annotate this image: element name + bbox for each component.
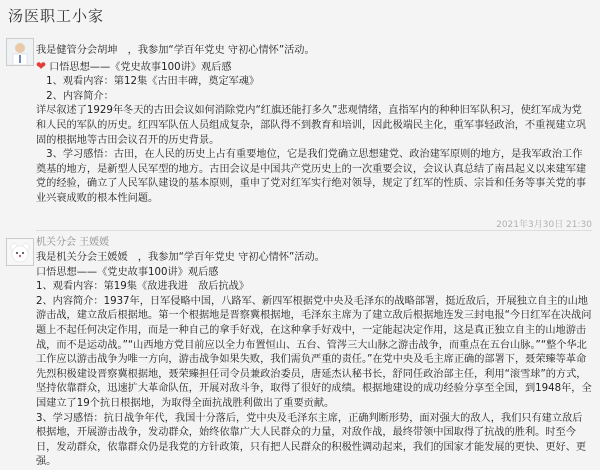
- avatar[interactable]: [6, 238, 34, 266]
- post-text: [36, 44, 592, 207]
- post-line: 1、观看内容：第19集《敌进我进 敌后抗战》: [36, 281, 250, 293]
- post-line: 我是健管分会胡坤 ，我参加“学百年党史 守初心情怀”活动。: [36, 45, 315, 56]
- post-line: 3、学习感悟：古田，在人民的历史上占有重要地位，它是我们党确立思想建党、政治建军原则的地方，是我军政治工作奠基的地方，是新型人民军型的地方。古田会议是中国共产党历史上的一次重要会议，会议认真总结了南昌起义以来建军建党的经验，确立了人民军队建设的基本原则，重申了党对红军实行绝对领导，规定了红军的性质、宗旨和任务等事关党的事业兴衰成败的根本性问题。: [36, 149, 587, 204]
- post-1: [0, 28, 600, 233]
- post-line: 1、观看内容：第12集《古田丰碑，奠定军魂》: [36, 76, 260, 88]
- post-line: 详尽叙述了1929年冬天的古田会议如何消除党内“红旗还能打多久”悲观情绪，直指军内的种种旧军队积习，使红军成为党和人民的军队的历史。红四军队伍人员组成复杂，部队得不到教育和培训，因此极端民主化，重军事轻政治，不重视建立巩固的根据地等古田会议召开的历史背景。: [36, 105, 587, 146]
- app-title: 汤医职工小家: [8, 7, 105, 25]
- post-line: 口悟思想——《党史故事100讲》观后感: [36, 266, 219, 278]
- heart-icon: ❤: [36, 58, 47, 73]
- post-line: 我是机关分会王媛媛 ，我参加“学百年党史 守初心情怀”活动。: [36, 252, 325, 263]
- title-bar: [0, 0, 600, 28]
- post-line: 2、内容简介：: [36, 90, 114, 102]
- post-line: 3、学习感悟：抗日战争年代，我国十分落后，党中央及毛泽东主席，正确判断形势，面对强大的敌人，我们只有建立敌后根据地，开展游击战争，发动群众，始终依靠广大人民群众的力量，对敌作战，最终带领中国取得了抗战的胜利。时至今日，发动群众，依靠群众仍是我党的方针政策，只有把人民群众的积极性调动起来，我们的国家才能发展的更快、更好、更强。: [36, 412, 587, 468]
- post-author[interactable]: 机关分会 王媛媛: [36, 237, 110, 248]
- post-line: ❤ 口悟思想——《党史故事100讲》观后感: [36, 58, 232, 73]
- avatar[interactable]: [6, 38, 34, 66]
- divider: [36, 230, 592, 231]
- post-text: [36, 251, 592, 470]
- timestamp: 2021年3月30日 21:30: [496, 220, 592, 230]
- post-line: 2、内容简介：1937年，日军侵略中国，八路军、新四军根据党中央及毛泽东的战略部署，挺近敌后，开展独立自主的山地游击战，建立敌后根据地。第一个根据地是晋察冀根据地，毛泽东主席为了建立敌后根据地连发三封电报“今日红军在决战问题上不起任何决定作用，而是一种自己的拿手好戏，在这种拿手好戏中，一定能起决定作用，这是真正独立自主的山地游击战，而不是运动战。”“山西地方党目前应以全力布置恒山、五台、管涔三大山脉之游击战争，而重点在五台山脉。”“整个华北工作应以游击战争为唯一方向，游击战争如果失败，我们需负严重的责任。”在党中央及毛主席正确的部署下，聂荣臻等革命先烈积极建设晋察冀根据地，聂荣臻担任司令员兼政治委员，唐延杰认秘书长，舒同任政治部主任，利用“滚雪球”的方式，坚持依靠群众，迅速扩大革命队伍，开展对敌斗争，取得了很好的成绩。根据地建设的成功经验分享至全国，到1948年，全国建立了19个抗日根据地，为取得全面抗战胜利做出了重要贡献。: [36, 295, 592, 409]
